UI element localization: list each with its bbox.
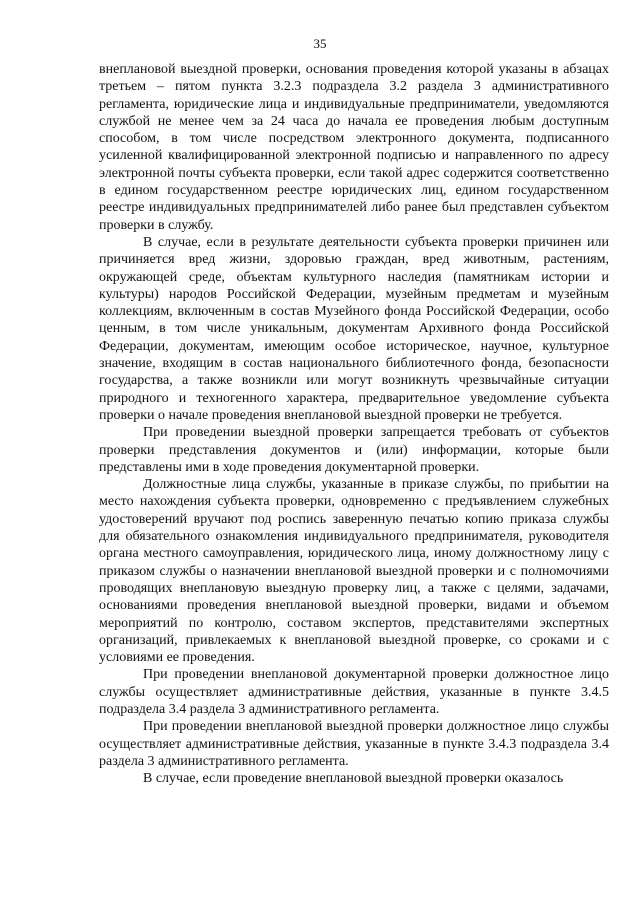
document-body — [99, 61, 609, 787]
paragraph-field-check-actions: При проведении внеплановой выездной проверки должностное лицо службы осуществляет административные действия, указанные в пункте 3.4.3 подраздела 3.4 раздела 3 административного регламента. — [99, 719, 609, 769]
paragraph-final-fragment: В случае, если проведение внеплановой выездной проверки оказалось — [143, 771, 564, 787]
paragraph-harm-exception: В случае, если в результате деятельности субъекта проверки причинен или причиняется вред жизни, здоровью граждан, вред животным, растениям, окружающей среде, объектам культурного наследия (памятникам истории и культуры) народов Российской Федерации, музейным предметам и музейным коллекциям, включенным в состав Музейного фонда Российской Федерации, особо ценным, в том числе уникальным, документам Архивного фонда Российской Федерации, документам, имеющим особое историческое, научное, культурное значение, входящим в состав национального библиотечного фонда, безопасности государства, а также возникли или могут возникнуть чрезвычайные ситуации природного и техногенного характера, предварительное уведомление субъекта проверки о начале проведения внеплановой выездной проверки не требуется. — [99, 234, 609, 423]
page-number: 35 — [313, 36, 327, 51]
paragraph-document-request-ban: При проведении выездной проверки запрещается требовать от субъектов проверки представления документов и (или) информации, которые были представлены ими в ходе проведения документарной проверки. — [99, 425, 609, 475]
paragraph-officials-arrival: Должностные лица службы, указанные в приказе службы, по прибытии на место нахождения субъекта проверки, одновременно с предъявлением служебных удостоверений вручают под роспись заверенную печатью копию приказа службы для обязательного ознакомления индивидуального предпринимателя, руководителя органа местного самоуправления, юридического лица, иному должностному лицу с приказом службы о назначении внеплановой выездной проверки и с полномочиями проводящих внеплановую выездную проверку лиц, а также с целями, задачами, основаниями проведения внеплановой выездной проверки, видами и объемом мероприятий по контролю, составом экспертов, представителями экспертных организаций, привлекаемых к внеплановой выездной проверке, со сроками и с условиями ее проведения. — [99, 477, 609, 666]
paragraph-documentary-check-actions: При проведении внеплановой документарной проверки должностное лицо службы осуществляет административные действия, указанные в пункте 3.4.5 подраздела 3.4 раздела 3 административного регламента. — [99, 667, 609, 717]
paragraph-continuation: внеплановой выездной проверки, основания проведения которой указаны в абзацах третьем – пятом пункта 3.2.3 подраздела 3.2 раздела 3 административного регламента, юридические лица и индивидуальные предприниматели, уведомляются службой не менее чем за 24 часа до начала ее проведения любым доступным способом, в том числе посредством электронного документа, подписанного усиленной квалифицированной электронной подписью и направленного по адресу электронной почты субъекта проверки, если такой адрес содержится соответственно в едином государственном реестре юридических лиц, едином государственном реестре индивидуальных предпринимателей либо ранее был представлен субъектом проверки в службу. — [99, 62, 609, 233]
